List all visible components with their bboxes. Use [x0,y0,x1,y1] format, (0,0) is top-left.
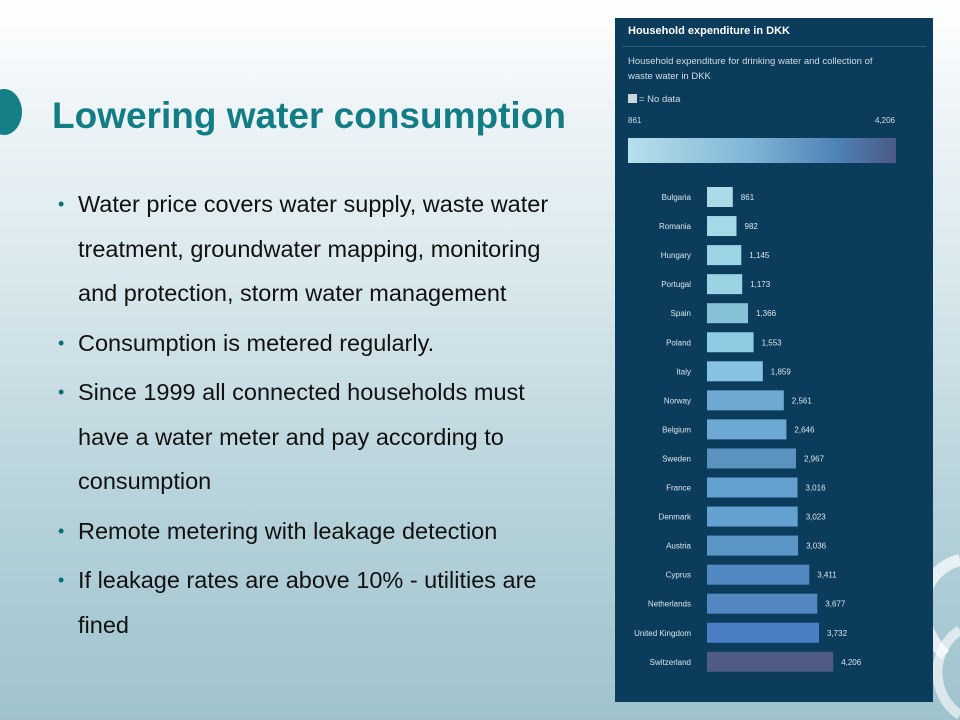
category-label: Sweden [662,454,691,464]
scale-min-label: 861 [628,116,642,125]
category-label: Spain [670,309,691,319]
value-label: 1,553 [761,338,782,348]
scale-max-label: 4,206 [874,116,895,125]
chart-panel [615,18,933,702]
category-label: Switzerland [649,657,691,667]
value-label: 3,677 [825,599,846,609]
value-label: 2,646 [794,425,815,435]
nodata-label: = No data [639,94,681,105]
value-label: 2,967 [804,454,825,464]
value-label: 861 [740,193,755,202]
bar-chart [615,18,933,702]
bullet-item: • Since 1999 all connected households must have a water meter and pay according to consumption [58,370,578,504]
bar [707,216,737,236]
value-label: 3,036 [806,541,827,551]
bar [707,361,763,381]
bullet-item: • Water price covers water supply, waste water treatment, groundwater mapping, monitoring and protection, storm water management [58,182,578,316]
category-label: Italy [676,367,691,377]
chart-subtitle: Household expenditure for drinking water and collection of waste water in DKK [628,56,873,82]
bar [707,187,733,207]
decorative-circle [0,89,22,135]
value-label: 2,561 [791,396,812,406]
bar [707,274,742,294]
bullet-item: • Remote metering with leakage detection [58,509,578,554]
category-label: Denmark [658,512,691,522]
bar [707,448,796,468]
category-label: Belgium [662,425,691,435]
bar [707,478,798,498]
category-label: Bulgaria [661,193,691,202]
bar [707,245,741,265]
value-label: 3,023 [805,512,826,522]
category-label: Poland [666,338,691,348]
value-label: 982 [744,222,758,232]
value-label: 3,732 [827,628,848,638]
category-label: Cyprus [665,570,691,580]
category-label: Netherlands [647,599,691,609]
category-label: Hungary [660,251,691,261]
value-label: 1,145 [749,251,770,261]
bar [707,507,798,527]
bullet-item: • Consumption is metered regularly. [58,321,578,366]
category-label: Austria [666,541,691,551]
bar [707,419,786,439]
bullet-item: • If leakage rates are above 10% - utilities are fined [58,558,578,647]
category-label: France [666,483,691,493]
category-label: Romania [658,222,691,232]
bar [707,652,833,672]
bar [707,623,819,643]
value-label: 1,859 [770,367,791,377]
bar [707,303,748,323]
bar [707,565,809,585]
category-label: Portugal [661,280,691,290]
category-label: Norway [663,396,691,406]
value-label: 3,411 [817,570,837,580]
chart-title: Household expenditure in DKK [628,25,790,37]
value-label: 1,366 [756,309,777,319]
bar [707,390,784,410]
slide-title: Lowering water consumption [52,95,566,136]
value-label: 3,016 [805,483,826,493]
category-label: United Kingdom [634,628,691,638]
bar [707,536,798,556]
value-label: 4,206 [841,657,862,667]
bar [707,594,817,614]
bar [707,332,754,352]
value-label: 1,173 [750,280,771,290]
bullet-list [58,182,578,652]
